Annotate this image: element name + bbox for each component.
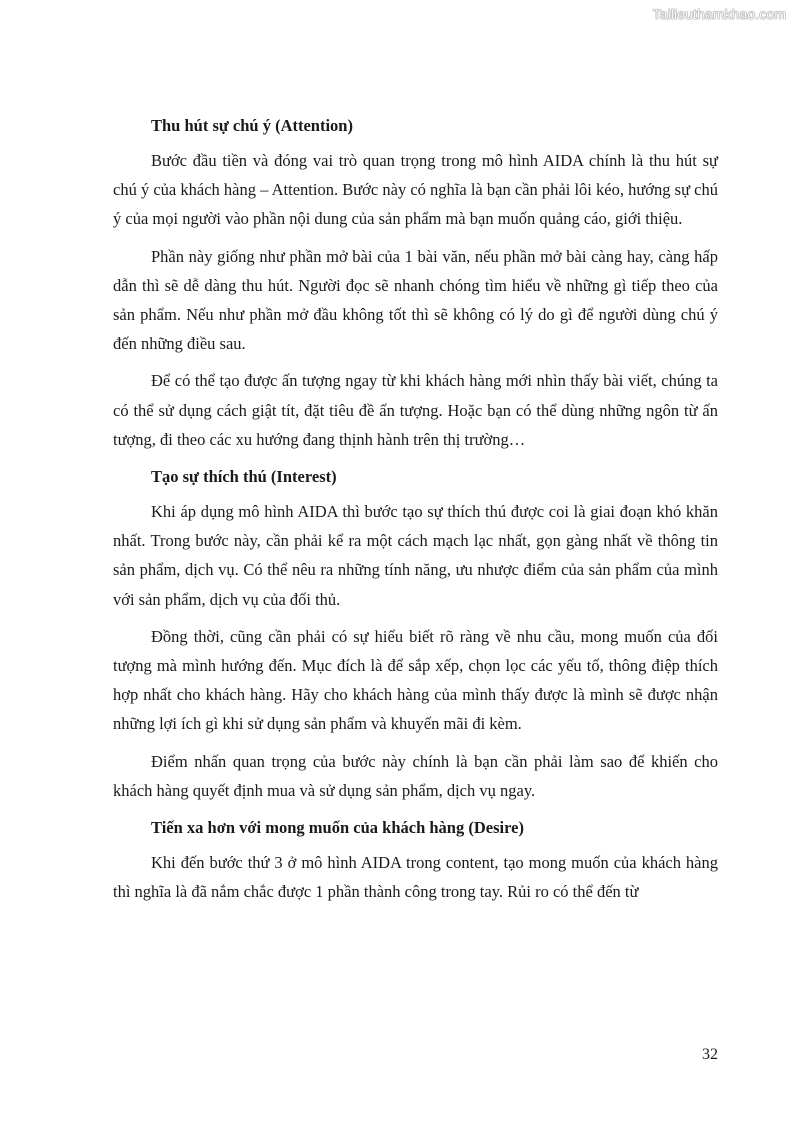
paragraph: Khi áp dụng mô hình AIDA thì bước tạo sự thích thú được coi là giai đoạn khó khăn nhất. Trong bước này, cần phải kể ra một cách mạch lạc nhất, gọn gàng nhất về thông tin sản phẩm, dịch vụ. Có thể nêu ra những tính năng, ưu nhược điểm của sản phẩm của mình với sản phẩm, dịch vụ của đối thủ.	[113, 502, 718, 609]
paragraph: Khi đến bước thứ 3 ở mô hình AIDA trong content, tạo mong muốn của khách hàng thì nghĩa là đã nắm chắc được 1 phần thành công trong tay. Rủi ro có thể đến từ	[113, 853, 718, 902]
paragraph: Đồng thời, cũng cần phải có sự hiểu biết rõ ràng về nhu cầu, mong muốn của đối tượng mà mình hướng đến. Mục đích là để sắp xếp, chọn lọc các yếu tố, thông điệp thích hợp nhất cho khách hàng. Hãy cho khách hàng của mình thấy được là mình sẽ được nhận những lợi ích gì khi sử dụng sản phẩm và khuyến mãi đi kèm.	[113, 626, 718, 734]
section-heading-desire: Tiến xa hơn với mong muốn của khách hàng (Desire)	[151, 818, 524, 838]
paragraph: Để có thể tạo được ấn tượng ngay từ khi khách hàng mới nhìn thấy bài viết, chúng ta có thể sử dụng cách giật tít, đặt tiêu đề ấn tượng. Hoặc bạn có thể dùng những ngôn từ ấn tượng, đi theo các xu hướng đang thịnh hành trên thị trường…	[113, 371, 718, 449]
paragraph: Bước đầu tiền và đóng vai trò quan trọng trong mô hình AIDA chính là thu hút sự chú ý của khách hàng – Attention. Bước này có nghĩa là bạn cần phải lôi kéo, hướng sự chú ý của mọi người vào phần nội dung của sản phẩm mà bạn muốn quảng cáo, giới thiệu.	[113, 151, 718, 229]
section-heading-interest: Tạo sự thích thú (Interest)	[151, 467, 337, 487]
paragraph: Điểm nhấn quan trọng của bước này chính là bạn cần phải làm sao để khiến cho khách hàng quyết định mua và sử dụng sản phẩm, dịch vụ ngay.	[113, 751, 718, 800]
section-heading-attention: Thu hút sự chú ý (Attention)	[151, 116, 353, 135]
paragraph: Phần này giống như phần mở bài của 1 bài văn, nếu phần mở bài càng hay, càng hấp dẫn thì sẽ dễ dàng thu hút. Người đọc sẽ nhanh chóng tìm hiểu về những gì tiếp theo của sản phẩm. Nếu như phần mở đầu không tốt thì sẽ không có lý do gì để người dùng chú ý đến những điều sau.	[113, 246, 718, 354]
page-number: 32	[702, 1046, 718, 1063]
document-body	[113, 111, 718, 914]
watermark: Tailieuthamkhao.com	[652, 6, 786, 22]
